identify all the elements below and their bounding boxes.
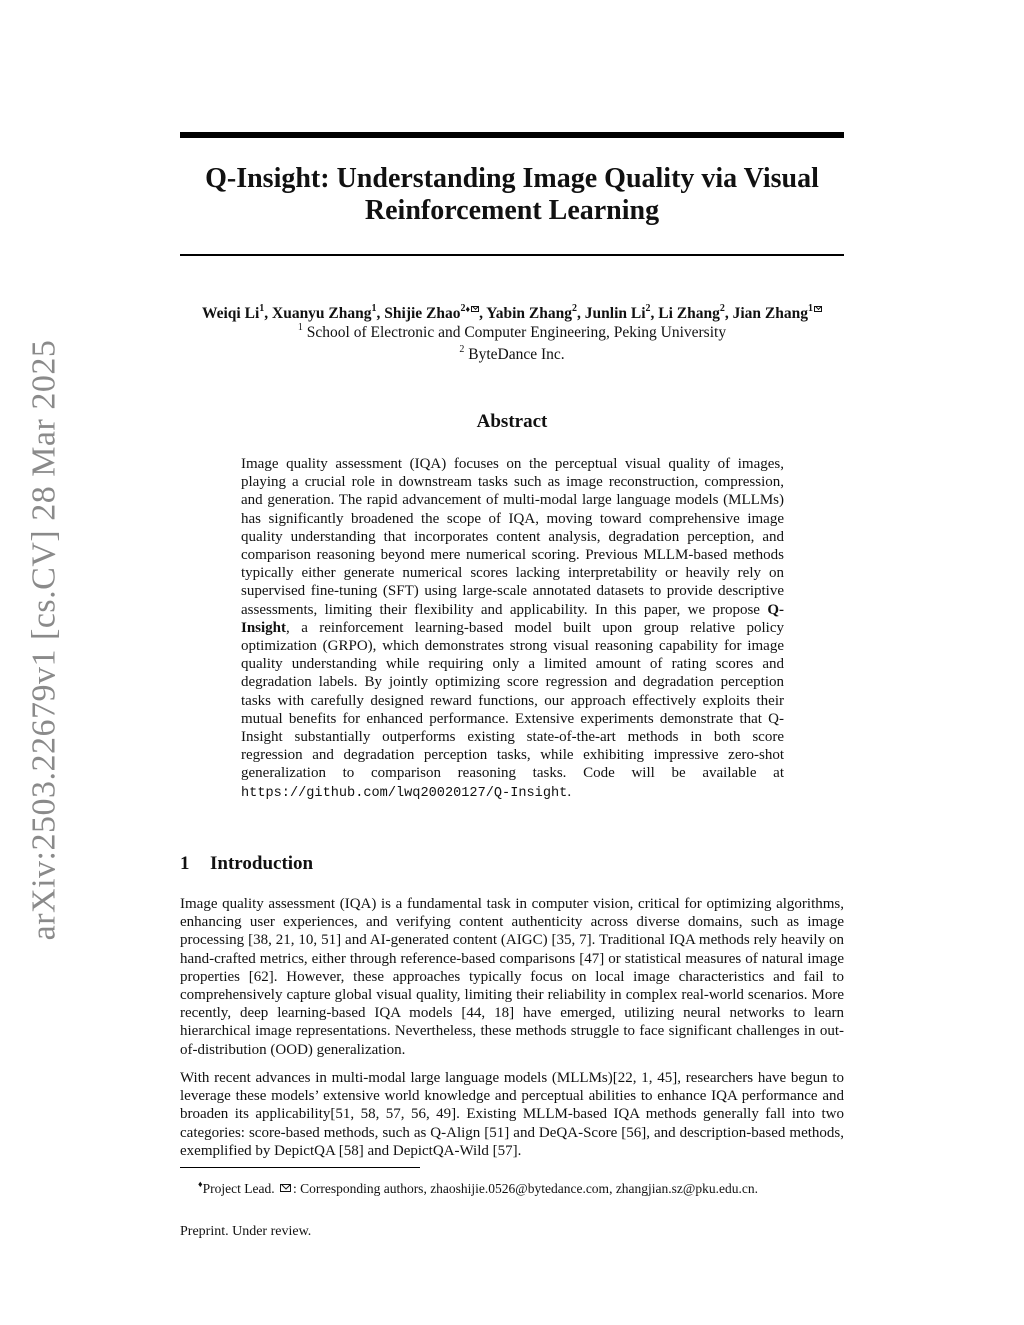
affiliation-number: 2 (459, 343, 465, 355)
footnote-corresponding: : Corresponding authors, zhaoshijie.0526@bytedance.com, zhangjian.sz@pku.edu.cn. (292, 1181, 758, 1196)
section-title: Introduction (210, 853, 314, 874)
author-affiliation-number: 2 (460, 302, 466, 314)
affiliation-number: 1 (297, 321, 303, 333)
author-affiliation-number: 2 (572, 302, 578, 314)
abstract-text-part-1: Image quality assessment (IQA) focuses on the perceptual visual quality of images, playing a crucial role in downstream tasks such as image reconstruction, compression, and generation. The rapid advancement of multi-modal large language models (MLLMs) has significantly broadened the scope of IQA, moving toward comprehensive image quality understanding that incorporates content analysis, degradation perception, and comparison reasoning beyond mere numerical scoring. Previous MLLM-based methods typically either generate numerical scores lacking interpretability or heavily rely on supervised fine-tuning (SFT) using large-scale annotated datasets to provide descriptive assessments, limiting their flexibility and applicability. In this paper, we propose (241, 456, 784, 618)
author-name: Li Zhang (658, 305, 720, 322)
footnote-rule (180, 1167, 420, 1168)
author-affiliation-number: 1 (371, 302, 377, 314)
abstract-heading: Abstract (476, 411, 548, 432)
author-name: Weiqi Li (201, 305, 260, 322)
title-bottom-rule (180, 254, 844, 256)
model-name-bold: Q-Insight (241, 601, 784, 636)
code-url-link[interactable]: https://github.com/lwq20020127/Q-Insight (241, 785, 568, 801)
intro-paragraph-1: Image quality assessment (IQA) is a fundamental task in computer vision, critical for optimizing algorithms, enhancing user experiences, and verifying content authenticity across diverse domains, such as image processing [38, 21, 10, 51] and AI-generated content (AIGC) [35, 7]. Traditional IQA methods rely heavily on hand-crafted metrics, either through reference-based comparisons [47] or statistical measures of natural image properties [62]. However, these approaches typically focus on local image characteristics and fail to comprehensively capture global visual quality, limiting their reliability in complex real-world scenarios. More recently, deep learning-based IQA models [44, 18] have emerged, utilizing neural networks to learn hierarchical image representations. Nevertheless, these methods struggle to face significant challenges in out-of-distribution (OOD) generalization. (180, 896, 844, 1058)
author-name: Jian Zhang (732, 305, 809, 322)
affiliation-text: School of Electronic and Computer Engineering, Peking University (306, 324, 727, 341)
affiliation-2 (180, 344, 844, 366)
intro-paragraph-2: With recent advances in multi-modal large language models (MLLMs)[22, 1, 45], researchers have begun to leverage these models’ extensive world knowledge and perceptual abilities to enhance IQA performance and broaden its applicability[51, 58, 57, 56, 49]. Existing MLLM-based IQA methods generally fall into two categories: score-based methods, such as Q-Align [51] and DeQA-Score [56], and description-based methods, exemplified by DepictQA [58] and DepictQA-Wild [57]. (180, 1070, 844, 1159)
corresponding-author-envelope-icon (814, 306, 822, 312)
author-name: Xuanyu Zhang (272, 305, 372, 322)
project-lead-diamond-icon: ♦ (198, 1179, 203, 1189)
envelope-icon (280, 1184, 291, 1192)
author-affiliation-number: 2 (719, 302, 725, 314)
footnote (198, 1175, 844, 1198)
abstract-end-punctuation: . (567, 783, 572, 800)
author-affiliation-number: 1 (259, 302, 265, 314)
author-name: Yabin Zhang (486, 305, 573, 322)
section-heading-introduction (180, 852, 844, 876)
affiliation-text: ByteDance Inc. (468, 346, 565, 363)
abstract-body (241, 455, 784, 803)
author-name: Shijie Zhao (384, 305, 461, 322)
author-list: Weiqi Li$^1$, Xuanyu Zhang$^1$, Shijie Zhao$^{2♦}$ , Yabin Zhang$^2$, Junlin Li$^2$, Li Zhang$^2$, Jian Zhang$^1$ (150, 298, 874, 325)
section-number: 1 (180, 853, 190, 874)
project-lead-diamond-icon: ♦ (465, 304, 471, 314)
preprint-notice: Preprint. Under review. (180, 1224, 312, 1239)
author-affiliation-number: 2 (645, 302, 651, 314)
arxiv-identifier-text: arXiv:2503.22679v1 [cs.CV] 28 Mar 2025 (25, 339, 63, 941)
affiliation-1 (180, 322, 844, 344)
abstract-text-part-2: , a reinforcement learning-based model built upon group relative policy optimization (GRPO), which demonstrates strong visual reasoning capability for image quality understanding while requiring only a limited amount of rating scores and degradation labels. By jointly optimizing score regression and degradation perception tasks with carefully designed reward functions, our approach effectively exploits their mutual benefits for enhanced performance. Extensive experiments demonstrate that Q-Insight substantially outperforms existing state-of-the-art methods in both score regression and degradation perception tasks, while exhibiting impressive zero-shot generalization to comparison reasoning tasks. Code will be available at (241, 619, 784, 782)
author-affiliation-number: 1 (808, 302, 814, 314)
paper-title: Q-Insight: Understanding Image Quality via Visual Reinforcement Learning (205, 163, 819, 226)
footnote-project-lead: Project Lead. (202, 1181, 275, 1196)
author-name: Junlin Li (584, 305, 646, 322)
corresponding-author-envelope-icon (471, 306, 479, 312)
arxiv-identifier-stamp (8, 340, 80, 940)
title-top-rule (180, 132, 844, 138)
